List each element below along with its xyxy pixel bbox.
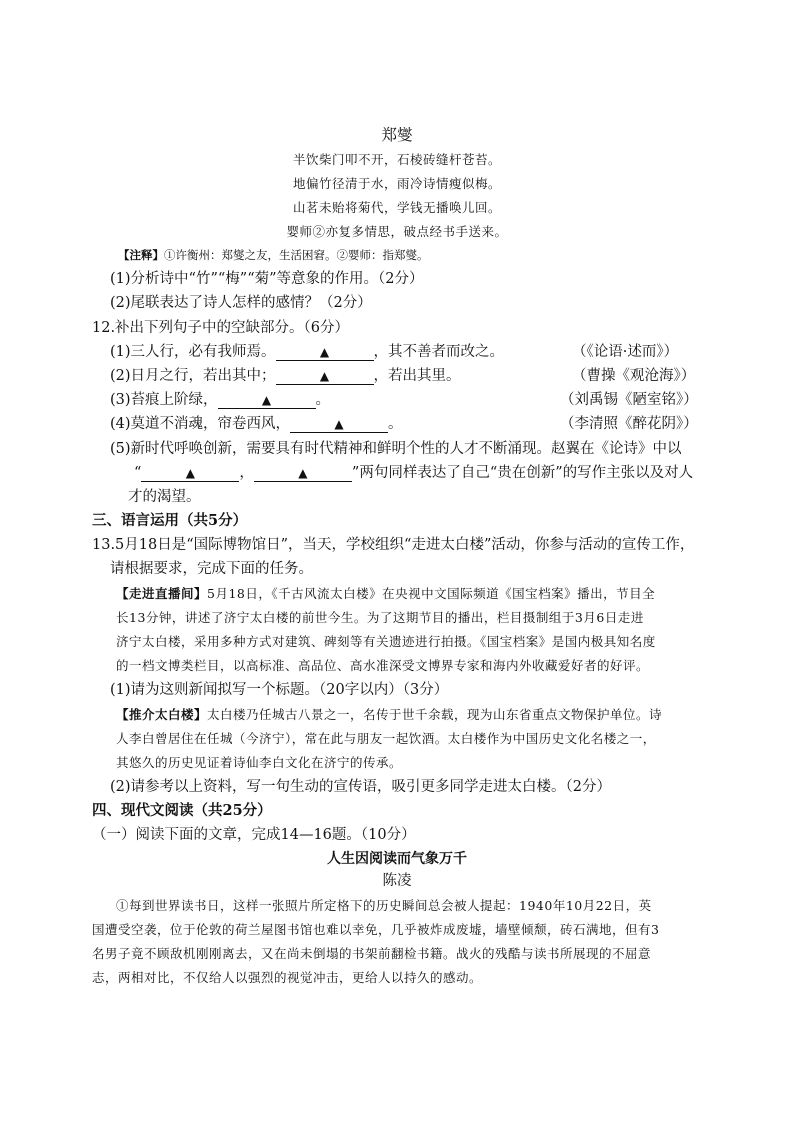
poem-title: 郑燮 [381,126,413,144]
intro-line-1 [116,705,662,725]
answer-blank[interactable] [141,466,239,482]
article-para-line-3: 名男子竟不顾敌机刚刚离去，又在尚未倒塌的书架前翻检书籍。战火的残酷与读书所展现的不屈意 [92,946,652,961]
blank-mark: ▲ [319,345,330,359]
poem-note-label: 【注释】 [118,248,164,262]
intro-line-3: 其悠久的历史见证着诗仙李白文化在济宁的传承。 [116,755,403,770]
blank-mark: ▲ [319,369,330,383]
news-line-1 [116,584,655,604]
poem-note [118,245,429,265]
q12-item-4-source: （李清照《醉花阴》） [560,416,698,432]
q12-item-2-source: （曹操《观沧海》） [572,368,696,384]
q12-item-1 [110,342,504,362]
q12-item-3-post: 。 [315,392,331,408]
article-para-line-1: ①每到世界读书日，这样一张照片所定格下的历史瞬间总会被人提起：1940年10月22日，英 [116,898,652,913]
news-line-3: 济宁太白楼，采用多种方式对建筑、碑刻等有关遗迹进行拍摄。《国宝档案》是国内极具知名度 [116,634,656,649]
q12-item-1-source: （《论语·述而》） [572,344,679,360]
intro-line-2: 人李白曾居住在任城（今济宁），常在此与朋友一起饮酒。太白楼作为中国历史文化名楼之一， [116,731,656,746]
poem-line-1: 半饮柴门叩不开，石棱砖缝杆苍苔。 [292,152,501,167]
q12-item-1-pre: (1)三人行，必有我师焉。 [110,344,276,360]
news-text: 5月18日，《千古风流太白楼》在央视中文国际频道《国宝档案》播出，节目全 [207,586,656,601]
poem-question-1: (1)分析诗中“竹”“梅”“菊”等意象的作用。（2分） [110,271,424,287]
q12-item-5-line-3: 才的渴望。 [128,489,201,505]
q13-sub-2: (2)请参考以上资料，写一句生动的宣传语，吸引更多同学走进太白楼。（2分） [110,779,612,795]
open-quote: “ [134,465,142,481]
article-title: 人生因阅读而气象万千 [327,851,467,867]
q13-line-1: 13.5月18日是“国际博物馆日”，当天，学校组织“走进太白楼”活动，你参与活动的宣传工作， [92,537,695,553]
q12-item-4-pre: (4)莫道不消魂，帘卷西风， [110,416,291,432]
q13-sub-1: (1)请为这则新闻拟写一个标题。（20字以内）（3分） [110,682,449,698]
news-line-2: 长13分钟，讲述了济宁太白楼的前世今生。为了这期节目的播出，栏目摄制组于3月6日走进 [116,610,644,625]
poem-note-text: ①许衡州：郑燮之友，生活困窘。②婴师：指郑燮。 [164,248,429,262]
answer-blank[interactable] [290,417,388,433]
q12-item-3-source: （刘禹锡《陋室铭》） [560,392,698,408]
q12-item-5-line-2 [134,463,693,483]
news-label: 【走进直播间】 [116,586,208,601]
news-line-4: 的一档文博类栏目，以高标准、高品位、高水准深受文博界专家和海内外收藏爱好者的好评。 [116,658,650,673]
blank-mark: ▲ [261,393,272,407]
poem-line-3: 山茗未贻将菊代，学钱无播唤儿回。 [292,200,501,215]
q12-title: 12.补出下列句子中的空缺部分。（6分） [92,320,350,336]
article-para-line-2: 国遭受空袭，位于伦敦的荷兰屋图书馆也难以幸免，几乎被炸成废墟，墙壁倾颓，砖石满地，但有3 [92,922,660,937]
q12-item-2 [110,366,461,386]
q12-item-2-pre: (2)日月之行，若出其中； [110,368,276,384]
answer-blank[interactable] [254,466,352,482]
section-3-heading: 三、语言运用（共5分） [92,512,248,529]
q12-item-1-post: ，其不善者而改之。 [373,344,505,360]
blank-mark: ▲ [298,466,308,480]
section-4-part-1: （一）阅读下面的文章，完成14—16题。（10分） [92,827,416,843]
poem-question-2: (2)尾联表达了诗人怎样的感情？（2分） [110,295,372,311]
q12-item-5-line-1: (5)新时代呼唤创新，需要具有时代精神和鲜明个性的人才不断涌现。赵翼在《论诗》中以 [110,441,682,457]
comma: ， [239,465,254,481]
q12-item-4-post: 。 [388,416,403,432]
answer-blank[interactable] [276,369,374,385]
answer-blank[interactable] [276,345,374,361]
blank-mark: ▲ [334,417,344,431]
poem-line-4: 婴师②亦复多情思，破点经书手送来。 [286,224,508,239]
q12-item-3 [110,390,330,410]
q13-line-2: 请根据要求，完成下面的任务。 [110,561,313,577]
poem-line-2: 地偏竹径清于水，雨冷诗情瘦似梅。 [292,176,501,191]
q12-item-5-line-2-text: ”两句同样表达了自己“贵在创新”的写作主张以及对人 [351,465,694,481]
answer-blank[interactable] [218,393,316,409]
q12-item-4 [110,414,403,434]
article-para-line-4: 志，两相对比，不仅给人以强烈的视觉冲击，更给人以持久的感动。 [92,970,483,985]
intro-label: 【推介太白楼】 [116,707,208,722]
section-4-heading: 四、现代文阅读（共25分） [92,802,272,819]
q12-item-2-post: ，若出其里。 [373,368,461,384]
q12-item-3-pre: (3)苔痕上阶绿， [110,392,218,408]
article-author: 陈凌 [382,873,412,889]
blank-mark: ▲ [185,466,196,480]
intro-text: 太白楼乃任城古八景之一，名传于世千余载，现为山东省重点文物保护单位。诗 [207,707,663,722]
